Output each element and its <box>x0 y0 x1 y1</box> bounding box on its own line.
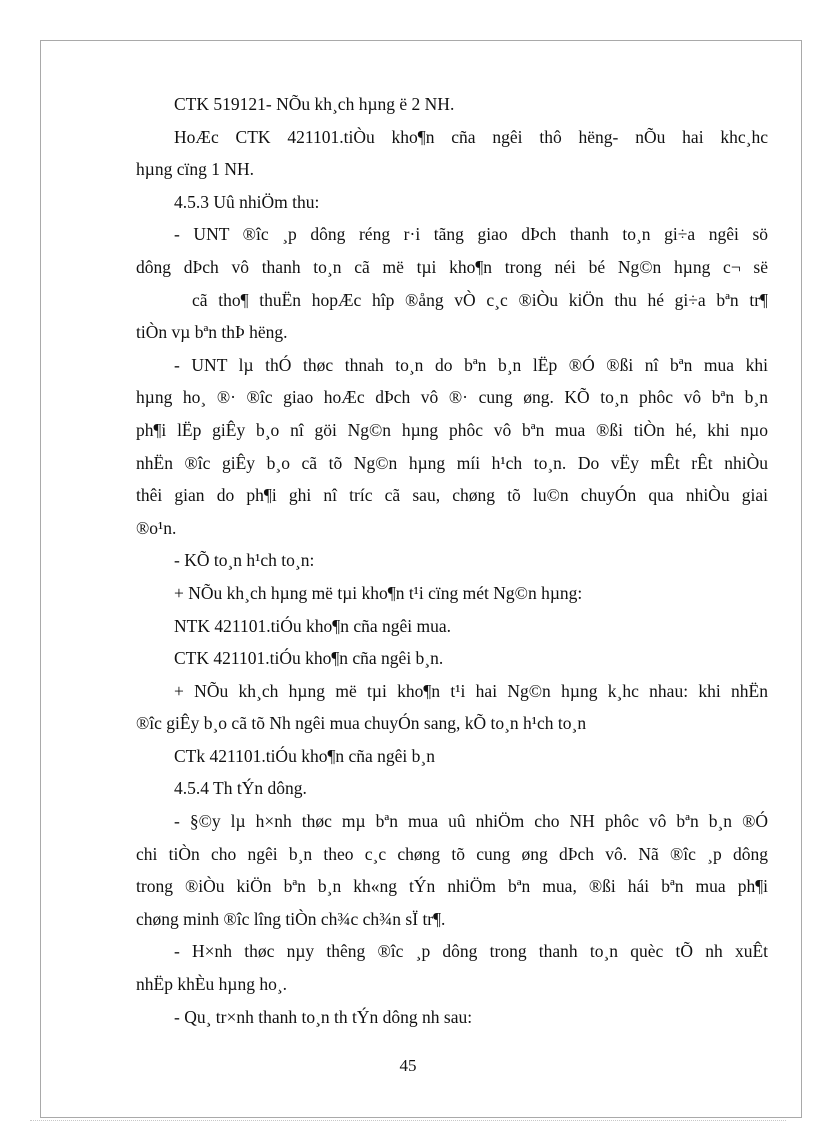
text-line: CTK 519121- NÕu kh¸ch hµng ë 2 NH. <box>174 94 455 114</box>
section-heading: 4.5.4 Th tÝn dông. <box>174 778 307 799</box>
text-line: + NÕu kh¸ch hµng më tµi kho¶n t¹i hai Ng©n hµng k¸hc nhau: khi nhËn <box>174 680 768 701</box>
text-line: - H×nh thøc nµy thêng ®îc ¸p dông trong thanh to¸n quèc tÕ nh xuÊt <box>174 941 768 962</box>
text-line: chi tiÒn cho ngêi b¸n theo c¸c chøng tõ cung øng dÞch vô. Nã ®îc ¸p dông <box>136 843 768 864</box>
text-line: ®o¹n. <box>136 517 177 538</box>
text-line: + NÕu kh¸ch hµng më tµi kho¶n t¹i cïng mét Ng©n hµng: <box>174 582 583 603</box>
text-line: NTK 421101.tiÓu kho¶n cña ngêi mua. <box>174 615 452 636</box>
text-line: - §©y lµ h×nh thøc mµ bªn mua uû nhiÖm cho NH phôc vô bªn b¸n ®Ó <box>174 811 768 832</box>
text-line: hµng cïng 1 NH. <box>136 159 254 180</box>
document-body <box>136 88 768 1033</box>
page-number: 45 <box>399 1056 417 1075</box>
section-heading: 4.5.3 Uû nhiÖm thu: <box>174 191 320 212</box>
text-line: trong ®iÒu kiÖn bªn b¸n kh«ng tÝn nhiÖm bªn mua, ®ßi hái bªn mua ph¶i <box>136 876 768 897</box>
text-line: thêi gian do ph¶i ghi nî tríc cã sau, chøng tõ lu©n chuyÓn qua nhiÒu giai <box>136 485 768 506</box>
text-line: nhËn ®îc giÊy b¸o cã tõ Ng©n hµng míi h¹ch to¸n. Do vËy mÊt rÊt nhiÒu <box>136 452 768 473</box>
text-line: - KÕ to¸n h¹ch to¸n: <box>174 550 315 571</box>
text-line: HoÆc CTK 421101.tiÒu kho¶n cña ngêi thô hëng- nÕu hai khc¸hc <box>174 126 768 147</box>
text-line: ph¶i lËp giÊy b¸o nî göi Ng©n hµng phôc vô bªn mua ®ßi tiÒn hé, khi nµo <box>136 419 768 440</box>
text-line: CTk 421101.tiÓu kho¶n cña ngêi b¸n <box>174 745 435 766</box>
text-line: - UNT ®îc ¸p dông réng r·i tãng giao dÞch thanh to¸n gi÷a ngêi sö <box>174 224 768 245</box>
text-line: - UNT lµ thÓ thøc thnah to¸n do bªn b¸n lËp ®Ó ®ßi nî bªn mua khi <box>174 354 768 375</box>
text-line: chøng minh ®îc lîng tiÒn ch¾c ch¾n sÏ tr¶. <box>136 908 446 929</box>
text-line: cã tho¶ thuËn hopÆc hîp ®ång vÒ c¸c ®iÒu kiÖn thu hé gi÷a bªn tr¶ <box>192 289 768 310</box>
text-line: ®îc giÊy b¸o cã tõ Nh ngêi mua chuyÓn sang, kÕ to¸n h¹ch to¸n <box>136 713 587 734</box>
text-line: CTK 421101.tiÓu kho¶n cña ngêi b¸n. <box>174 648 444 669</box>
page-bottom-divider <box>30 1120 786 1121</box>
text-line: tiÒn vµ bªn thÞ hëng. <box>136 322 288 343</box>
text-line: - Qu¸ tr×nh thanh to¸n th tÝn dông nh sau: <box>174 1006 473 1027</box>
text-line: dông dÞch vô thanh to¸n cã më tµi kho¶n trong néi bé Ng©n hµng c¬ së <box>136 256 768 277</box>
text-line: hµng ho¸ ®· ®îc giao hoÆc dÞch vô ®· cung øng. KÕ to¸n phôc vô bªn b¸n <box>136 387 768 408</box>
text-line: nhËp khÈu hµng ho¸. <box>136 974 288 995</box>
